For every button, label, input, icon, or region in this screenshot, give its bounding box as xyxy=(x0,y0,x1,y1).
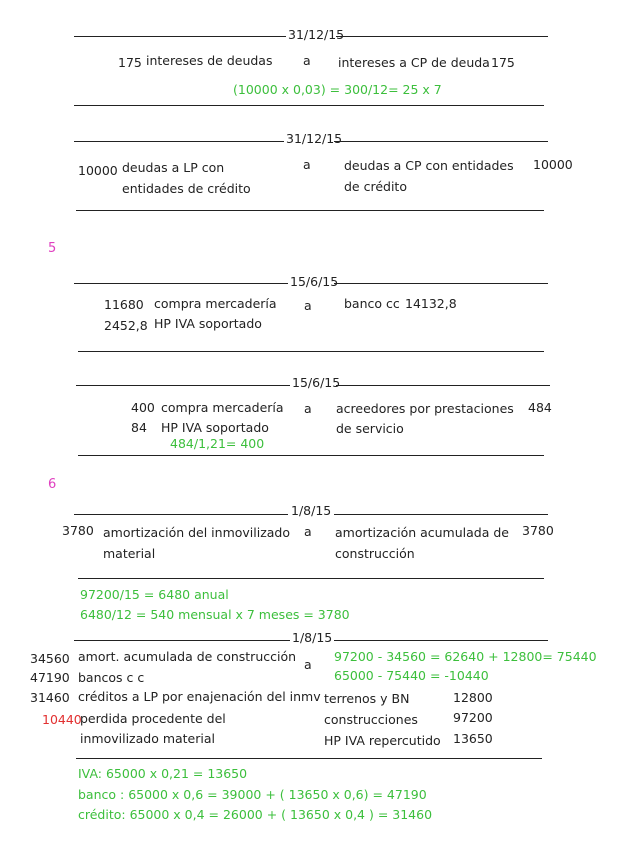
entry2-rule-right xyxy=(334,141,548,142)
entry3-rule-bottom xyxy=(78,351,544,352)
entry6-note-2: banco : 65000 x 0,6 = 39000 + ( 13650 x 0,6) = 47190 xyxy=(78,787,427,802)
entry3-debit1-account: compra mercadería xyxy=(154,296,277,311)
entry4-debit2-amount: 84 xyxy=(131,420,147,435)
entry2-rule-bottom xyxy=(76,210,544,211)
entry1-a: a xyxy=(303,53,311,68)
entry5-note2: 6480/12 = 540 mensual x 7 meses = 3780 xyxy=(80,607,350,622)
entry2-credit-amount: 10000 xyxy=(533,157,573,172)
entry4-rule-bottom xyxy=(78,455,544,456)
entry1-rule-right xyxy=(336,36,548,37)
entry6-debit-account-4: perdida procedente del xyxy=(80,711,226,726)
entry5-rule-right xyxy=(334,514,548,515)
entry4-debit1-account: compra mercadería xyxy=(161,400,284,415)
entry6-credit-account-2: construcciones xyxy=(324,712,418,727)
entry3-debit2-amount: 2452,8 xyxy=(104,318,148,333)
entry5-rule-left xyxy=(74,514,288,515)
entry2-debit-account: deudas a LP con entidades de crédito xyxy=(122,160,251,196)
entry3-date: 15/6/15 xyxy=(290,274,339,289)
entry6-a: a xyxy=(304,657,312,672)
entry4-date: 15/6/15 xyxy=(292,375,341,390)
entry6-credit-amount-1: 12800 xyxy=(453,690,493,705)
section-number-5: 5 xyxy=(48,241,57,256)
entry2-date: 31/12/15 xyxy=(286,131,343,146)
entry1-note: (10000 x 0,03) = 300/12= 25 x 7 xyxy=(233,82,442,97)
entry2-debit-amount: 10000 xyxy=(78,163,118,178)
entry5-credit-account: amortización acumulada de construcción xyxy=(335,525,509,561)
entry6-debit-account-5: inmovilizado material xyxy=(80,731,215,746)
entry6-credit-amount-2: 97200 xyxy=(453,710,493,725)
entry4-note: 484/1,21= 400 xyxy=(170,436,265,451)
entry4-rule-left xyxy=(76,385,290,386)
entry4-debit2-account: HP IVA soportado xyxy=(161,420,269,435)
entry3-credit-amount: 14132,8 xyxy=(405,296,457,311)
entry6-debit-account-2: bancos c c xyxy=(78,670,145,685)
entry5-credit-amount: 3780 xyxy=(522,523,554,538)
entry6-credit-account-1: terrenos y BN xyxy=(324,691,410,706)
entry6-calc2: 65000 - 75440 = -10440 xyxy=(334,668,489,683)
entry1-debit-amount: 175 xyxy=(118,55,142,70)
entry6-rule-left xyxy=(74,640,290,641)
entry1-rule-bottom xyxy=(74,105,544,106)
entry5-a: a xyxy=(304,524,312,539)
entry2-rule-left xyxy=(74,141,284,142)
entry2-credit-account: deudas a CP con entidades de crédito xyxy=(344,158,514,194)
entry6-debit-amount-2: 47190 xyxy=(30,670,70,685)
section-number-6: 6 xyxy=(48,477,57,492)
entry1-credit-amount: 175 xyxy=(491,55,515,70)
entry4-rule-right xyxy=(336,385,550,386)
entry5-note1: 97200/15 = 6480 anual xyxy=(80,587,229,602)
entry6-debit-account-1: amort. acumulada de construcción xyxy=(78,649,297,664)
entry1-debit-account: intereses de deudas xyxy=(146,53,273,68)
entry6-debit-amount-4: 10440 xyxy=(42,712,82,727)
entry2-a: a xyxy=(303,157,311,172)
entry6-rule-bottom xyxy=(76,758,542,759)
entry3-rule-right xyxy=(334,283,548,284)
entry6-note-1: IVA: 65000 x 0,21 = 13650 xyxy=(78,766,248,781)
entry5-date: 1/8/15 xyxy=(291,503,332,518)
entry6-credit-amount-3: 13650 xyxy=(453,731,493,746)
entry4-credit-amount: 484 xyxy=(528,400,552,415)
entry6-credit-account-3: HP IVA repercutido xyxy=(324,733,441,748)
entry6-date: 1/8/15 xyxy=(292,630,333,645)
entry6-note-3: crédito: 65000 x 0,4 = 26000 + ( 13650 x 0,4 ) = 31460 xyxy=(78,807,433,822)
entry1-date: 31/12/15 xyxy=(288,27,345,42)
entry6-calc1: 97200 - 34560 = 62640 + 12800= 75440 xyxy=(334,649,597,664)
entry3-a: a xyxy=(304,298,312,313)
entry3-credit-account: banco cc xyxy=(344,296,400,311)
entry6-rule-right xyxy=(334,640,548,641)
entry5-debit-account: amortización del inmovilizado material xyxy=(103,525,291,561)
entry4-a: a xyxy=(304,401,312,416)
entry6-debit-account-3: créditos a LP por enajenación del inmv xyxy=(78,689,321,704)
entry5-rule-bottom xyxy=(78,578,544,579)
entry3-rule-left xyxy=(74,283,288,284)
entry3-debit2-account: HP IVA soportado xyxy=(154,316,262,331)
entry5-debit-amount: 3780 xyxy=(62,523,94,538)
entry1-credit-account: intereses a CP de deuda xyxy=(338,55,490,70)
entry3-debit1-amount: 11680 xyxy=(104,297,144,312)
entry1-rule-left xyxy=(74,36,286,37)
entry6-debit-amount-1: 34560 xyxy=(30,651,70,666)
entry6-debit-amount-3: 31460 xyxy=(30,690,70,705)
entry4-credit-account: acreedores por prestaciones de servicio xyxy=(336,401,514,436)
entry4-debit1-amount: 400 xyxy=(131,400,155,415)
